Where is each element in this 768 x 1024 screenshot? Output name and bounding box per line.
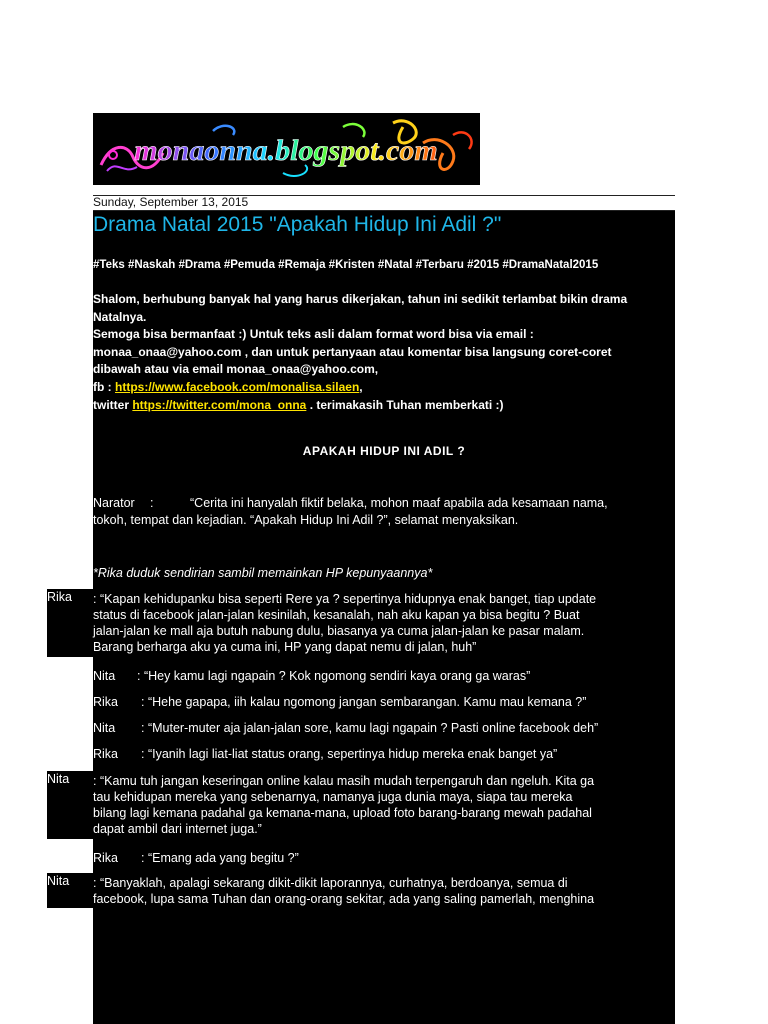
speaker-name: Narator [93,496,135,510]
narrator-line: tokoh, tempat dan kejadian. “Apakah Hidup Ini Adil ?”, selamat menyaksikan. [93,513,519,527]
speaker-tab [47,873,93,908]
intro-line: monaa_onaa@yahoo.com , dan untuk pertanyaan atau komentar bisa langsung coret-coret [93,344,612,359]
dialog-line: bilang lagi kemana padahal ga kemana-mana, upload foto barang-barang mewah padahal [93,806,592,820]
dialog-line: jalan-jalan ke mall aja butuh nabung dulu, biasanya ya cuma jalan-jalan ke pasar malam. [93,624,585,638]
facebook-line [93,379,675,397]
twitter-link[interactable]: https://twitter.com/mona_onna [132,397,307,412]
facebook-link[interactable]: https://www.facebook.com/monalisa.silaen [115,379,360,394]
speaker-name: Rika [93,851,119,865]
dialog-line: : “Iyanih lagi liat-liat status orang, sepertinya hidup mereka enak banget ya” [141,747,558,761]
dialog-line: tau kehidupan mereka yang sebenarnya, namanya juga dunia maya, siapa tau mereka [93,790,573,804]
speaker-name: Nita [47,772,70,786]
stage-direction: *Rika duduk sendirian sambil memainkan HP kepunyaannya* [93,566,433,580]
dialog-line: dapat ambil dari internet juga.” [93,822,262,836]
blog-logo[interactable] [93,113,480,185]
speaker-name: Rika [47,590,73,604]
narrator-line: “Cerita ini hanyalah fiktif belaka, mohon maaf apabila ada kesamaan nama, [190,496,608,510]
dialog-line: : “Hehe gapapa, iih kalau ngomong jangan sembarangan. Kamu mau kemana ?” [141,695,587,709]
narrator-speaker [93,495,135,511]
narrator-sep: : [150,496,154,510]
speaker-name: Nita [93,669,116,683]
post-intro [93,291,675,414]
post-tags: #Teks #Naskah #Drama #Pemuda #Remaja #Kristen #Natal #Terbaru #2015 #DramaNatal2015 [93,259,599,271]
dialog-line: : “Muter-muter aja jalan-jalan sore, kamu lagi ngapain ? Pasti online facebook deh” [141,721,599,735]
twitter-line [93,397,675,415]
speaker-name: Nita [47,874,70,888]
intro-line: Semoga bisa bermanfaat :) Untuk teks asli dalam format word bisa via email : [93,327,534,342]
intro-line: dibawah atau via email monaa_onaa@yahoo.com, [93,362,379,377]
logo-graphic [93,113,480,185]
twitter-suffix: . terimakasih Tuhan memberkati :) [306,397,504,412]
dialog-line: : “Emang ada yang begitu ?” [141,851,299,865]
speaker-tab [47,771,93,839]
dialog-line: Barang berharga aku ya cuma ini, HP yang dapat nemu di jalan, huh” [93,640,477,654]
speaker-name: Rika [93,695,119,709]
dialog-line: facebook, lupa sama Tuhan dan orang-orang sekitar, ada yang saling pamerlah, menghina [93,892,595,906]
fb-suffix: , [359,379,363,394]
post-title[interactable]: Drama Natal 2015 "Apakah Hidup Ini Adil ?" [93,213,502,236]
speaker-name: Nita [93,721,116,735]
dialog-line: : “Hey kamu lagi ngapain ? Kok ngomong sendiri kaya orang ga waras” [137,669,531,683]
dialog-line: : “Kapan kehidupanku bisa seperti Rere ya ? sepertinya hidupnya enak banget, tiap update [93,592,597,606]
dialog-line: status di facebook jalan-jalan kesinilah, kesanalah, nah aku kapan ya bisa begitu ? Buat [93,608,580,622]
intro-line: Shalom, berhubung banyak hal yang harus dikerjakan, tahun ini sedikit terlambat bikin drama [93,292,628,306]
dialog-line: : “Kamu tuh jangan keseringan online kalau masih mudah terpengaruh dan ngeluh. Kita ga [93,774,595,788]
script-heading: APAKAH HIDUP INI ADIL ? [302,444,466,458]
speaker-name: Rika [93,747,119,761]
intro-line: Natalnya. [93,309,147,324]
dialog-line: : “Banyaklah, apalagi sekarang dikit-dikit laporannya, curhatnya, berdoanya, semua di [93,876,568,890]
twitter-label: twitter [93,397,133,412]
fb-label: fb : [93,379,115,394]
logo-text: monaonna.blogspot.com [134,134,438,167]
speaker-tab [47,589,93,657]
post-date: Sunday, September 13, 2015 [93,195,249,209]
